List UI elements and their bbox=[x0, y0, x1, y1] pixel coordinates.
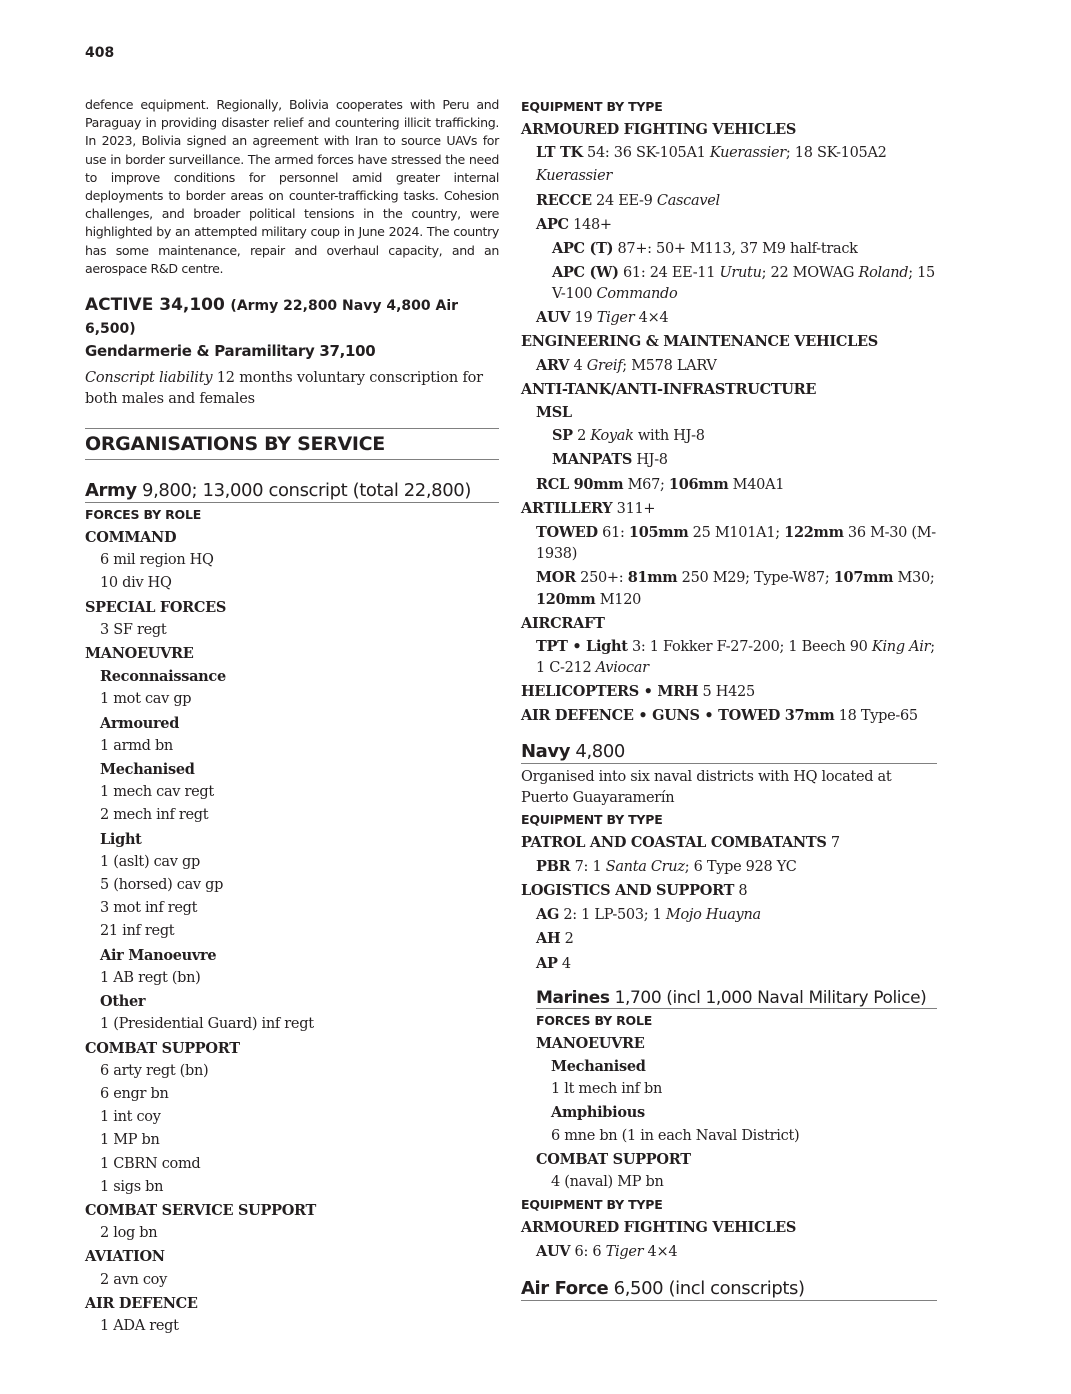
special-forces-heading: SPECIAL FORCES bbox=[85, 598, 227, 616]
list-item: 1 mech cav regt bbox=[100, 784, 214, 801]
ah-entry: AH 2 bbox=[536, 930, 574, 948]
forces-by-role-heading: FORCES BY ROLE bbox=[85, 507, 202, 523]
pbr-entry: PBR 7: 1 Santa Cruz; 6 Type 928 YC bbox=[536, 857, 797, 875]
auv-entry: AUV 19 Tiger 4×4 bbox=[536, 309, 669, 327]
lt-tk-entry: LT TK 54: 36 SK-105A1 Kuerassier; 18 SK-105A2 Kuerassier bbox=[536, 144, 887, 185]
marines-name: Marines bbox=[536, 987, 610, 1008]
navy-equipment-heading: EQUIPMENT BY TYPE bbox=[521, 811, 663, 827]
list-item: 10 div HQ bbox=[100, 575, 172, 592]
ag-entry: AG 2: 1 LP-503; 1 Mojo Huayna bbox=[536, 906, 761, 924]
marines-auv-entry: AUV 6: 6 Tiger 4×4 bbox=[536, 1242, 678, 1260]
marines-section bbox=[521, 988, 937, 1194]
page-number: 408 bbox=[85, 45, 115, 61]
apc-w-entry: APC (W) 61: 24 EE-11 Urutu; 22 MOWAG Roland; 15 V-100 Commando bbox=[552, 264, 935, 303]
marines-cs-heading: COMBAT SUPPORT bbox=[536, 1150, 691, 1168]
active-breakdown: (Army 22,800 Navy 4,800 Air 6,500) bbox=[85, 298, 459, 338]
manpats-entry: MANPATS HJ-8 bbox=[552, 451, 668, 469]
list-item: 1 (Presidential Guard) inf regt bbox=[100, 1016, 314, 1033]
navy-description: Organised into six naval districts with HQ located at Puerto Guayaramerín bbox=[521, 768, 892, 806]
list-item: 6 engr bn bbox=[100, 1085, 169, 1102]
org-heading: ORGANISATIONS BY SERVICE bbox=[85, 428, 499, 460]
navy-heading bbox=[521, 741, 937, 764]
rcl-entry: RCL 90mm M67; 106mm M40A1 bbox=[536, 475, 785, 493]
conscript-text: 12 months voluntary conscription for both males and females bbox=[85, 370, 483, 408]
command-heading: COMMAND bbox=[85, 529, 177, 547]
list-item: 1 sigs bn bbox=[100, 1178, 164, 1195]
marines-mechanised-heading: Mechanised bbox=[551, 1058, 646, 1076]
engineering-heading: ENGINEERING & MAINTENANCE VEHICLES bbox=[521, 333, 878, 351]
list-item: 2 log bn bbox=[100, 1225, 158, 1242]
list-item: 1 mot cav gp bbox=[100, 691, 192, 708]
list-item: 1 (aslt) cav gp bbox=[100, 853, 200, 870]
air-force-name: Air Force bbox=[521, 1277, 609, 1299]
list-item: 21 inf regt bbox=[100, 923, 175, 940]
marines-amphibious-heading: Amphibious bbox=[551, 1104, 645, 1122]
marines-equipment-heading: EQUIPMENT BY TYPE bbox=[521, 1197, 663, 1213]
manoeuvre-heading: MANOEUVRE bbox=[85, 645, 194, 663]
list-item: 5 (horsed) cav gp bbox=[100, 877, 224, 894]
mechanised-heading: Mechanised bbox=[100, 761, 195, 779]
conscript-liability bbox=[85, 368, 499, 410]
intro-paragraph: defence equipment. Regionally, Bolivia cooperates with Peru and Paraguay in providing disaster relief and countering illicit trafficking. In 2023, Bolivia signed an agreement with Iran to source UAVs for use in border surveillance. The armed forces have stressed the need to improve conditions for personnel amid greater internal deployments to border areas on counter-trafficking tasks. Cohesion challenges, and broader political tensions in the country, were highlighted by an attempted military coup in June 2024. The country has some maintenance, repair and overhaul capacity, and an aerospace R&D centre. bbox=[85, 97, 499, 276]
air-force-heading bbox=[521, 1278, 937, 1301]
pcc-heading: PATROL AND COASTAL COMBATANTS 7 bbox=[521, 833, 840, 851]
apc-entry: APC 148+ bbox=[536, 215, 612, 233]
army-heading bbox=[85, 480, 499, 503]
list-item: 6 mne bn (1 in each Naval District) bbox=[551, 1127, 800, 1144]
logistics-heading: LOGISTICS AND SUPPORT 8 bbox=[521, 882, 748, 900]
css-heading: COMBAT SERVICE SUPPORT bbox=[85, 1201, 317, 1219]
combat-support-heading: COMBAT SUPPORT bbox=[85, 1039, 240, 1057]
list-item: 1 int coy bbox=[100, 1109, 161, 1126]
list-item: 3 SF regt bbox=[100, 621, 167, 638]
msl-heading: MSL bbox=[536, 404, 572, 422]
gendarmerie-total: Gendarmerie & Paramilitary 37,100 bbox=[85, 342, 376, 361]
mor-entry: MOR 250+: 81mm 250 M29; Type-W87; 107mm M30; 120mm M120 bbox=[536, 569, 935, 609]
list-item: 1 MP bn bbox=[100, 1132, 160, 1149]
air-manoeuvre-heading: Air Manoeuvre bbox=[100, 946, 217, 964]
ap-entry: AP 4 bbox=[536, 954, 571, 972]
active-heading bbox=[85, 294, 499, 362]
army-detail: 9,800; 13,000 conscript (total 22,800) bbox=[136, 480, 471, 502]
towed-entry: TOWED 61: 105mm 25 M101A1; 122mm 36 M-30 (M-1938) bbox=[536, 524, 936, 563]
recce-entry: RECCE 24 EE-9 Cascavel bbox=[536, 191, 720, 209]
light-heading: Light bbox=[100, 830, 142, 848]
equipment-heading: EQUIPMENT BY TYPE bbox=[521, 99, 663, 114]
air-force-detail: 6,500 (incl conscripts) bbox=[608, 1277, 805, 1299]
list-item: 1 AB regt (bn) bbox=[100, 969, 201, 986]
air-defence-guns-entry: AIR DEFENCE • GUNS • TOWED 37mm 18 Type-65 bbox=[521, 707, 918, 725]
sp-entry: SP 2 Koyak with HJ-8 bbox=[552, 427, 705, 445]
armoured-heading: Armoured bbox=[100, 714, 180, 732]
list-item: 1 armd bn bbox=[100, 737, 173, 754]
marines-forces-heading: FORCES BY ROLE bbox=[536, 1012, 653, 1028]
anti-tank-heading: ANTI-TANK/ANTI-INFRASTRUCTURE bbox=[521, 380, 817, 398]
tpt-entry: TPT • Light 3: 1 Fokker F-27-200; 1 Beech 90 King Air; 1 C-212 Aviocar bbox=[536, 638, 935, 677]
marines-afv-heading: ARMOURED FIGHTING VEHICLES bbox=[521, 1219, 797, 1237]
list-item: 4 (naval) MP bn bbox=[551, 1174, 664, 1191]
navy-detail: 4,800 bbox=[570, 740, 625, 762]
army-name: Army bbox=[85, 480, 137, 502]
afv-heading: ARMOURED FIGHTING VEHICLES bbox=[521, 121, 797, 138]
list-item: 6 arty regt (bn) bbox=[100, 1062, 209, 1079]
apc-t-entry: APC (T) 87+: 50+ M113, 37 M9 half-track bbox=[552, 240, 858, 258]
aviation-heading: AVIATION bbox=[85, 1248, 165, 1266]
helicopters-entry: HELICOPTERS • MRH 5 H425 bbox=[521, 683, 755, 701]
air-defence-heading: AIR DEFENCE bbox=[85, 1294, 198, 1312]
right-column bbox=[521, 96, 937, 1301]
aircraft-heading: AIRCRAFT bbox=[521, 615, 605, 633]
artillery-heading: ARTILLERY 311+ bbox=[521, 499, 656, 517]
list-item: 1 lt mech inf bn bbox=[551, 1081, 663, 1098]
list-item: 2 avn coy bbox=[100, 1271, 167, 1288]
list-item: 1 ADA regt bbox=[100, 1317, 179, 1334]
arv-entry: ARV 4 Greif; M578 LARV bbox=[536, 356, 717, 374]
conscript-label: Conscript liability bbox=[85, 370, 213, 387]
navy-name: Navy bbox=[521, 740, 571, 762]
reconnaissance-heading: Reconnaissance bbox=[100, 668, 226, 686]
active-total: ACTIVE 34,100 bbox=[85, 295, 225, 316]
list-item: 1 CBRN comd bbox=[100, 1155, 201, 1172]
left-column bbox=[85, 96, 499, 1338]
list-item: 3 mot inf regt bbox=[100, 900, 198, 917]
other-heading: Other bbox=[100, 993, 146, 1011]
list-item: 6 mil region HQ bbox=[100, 552, 214, 569]
list-item: 2 mech inf regt bbox=[100, 807, 209, 824]
marines-manoeuvre-heading: MANOEUVRE bbox=[536, 1034, 645, 1052]
marines-heading bbox=[536, 988, 937, 1009]
marines-detail: 1,700 (incl 1,000 Naval Military Police) bbox=[609, 987, 927, 1008]
